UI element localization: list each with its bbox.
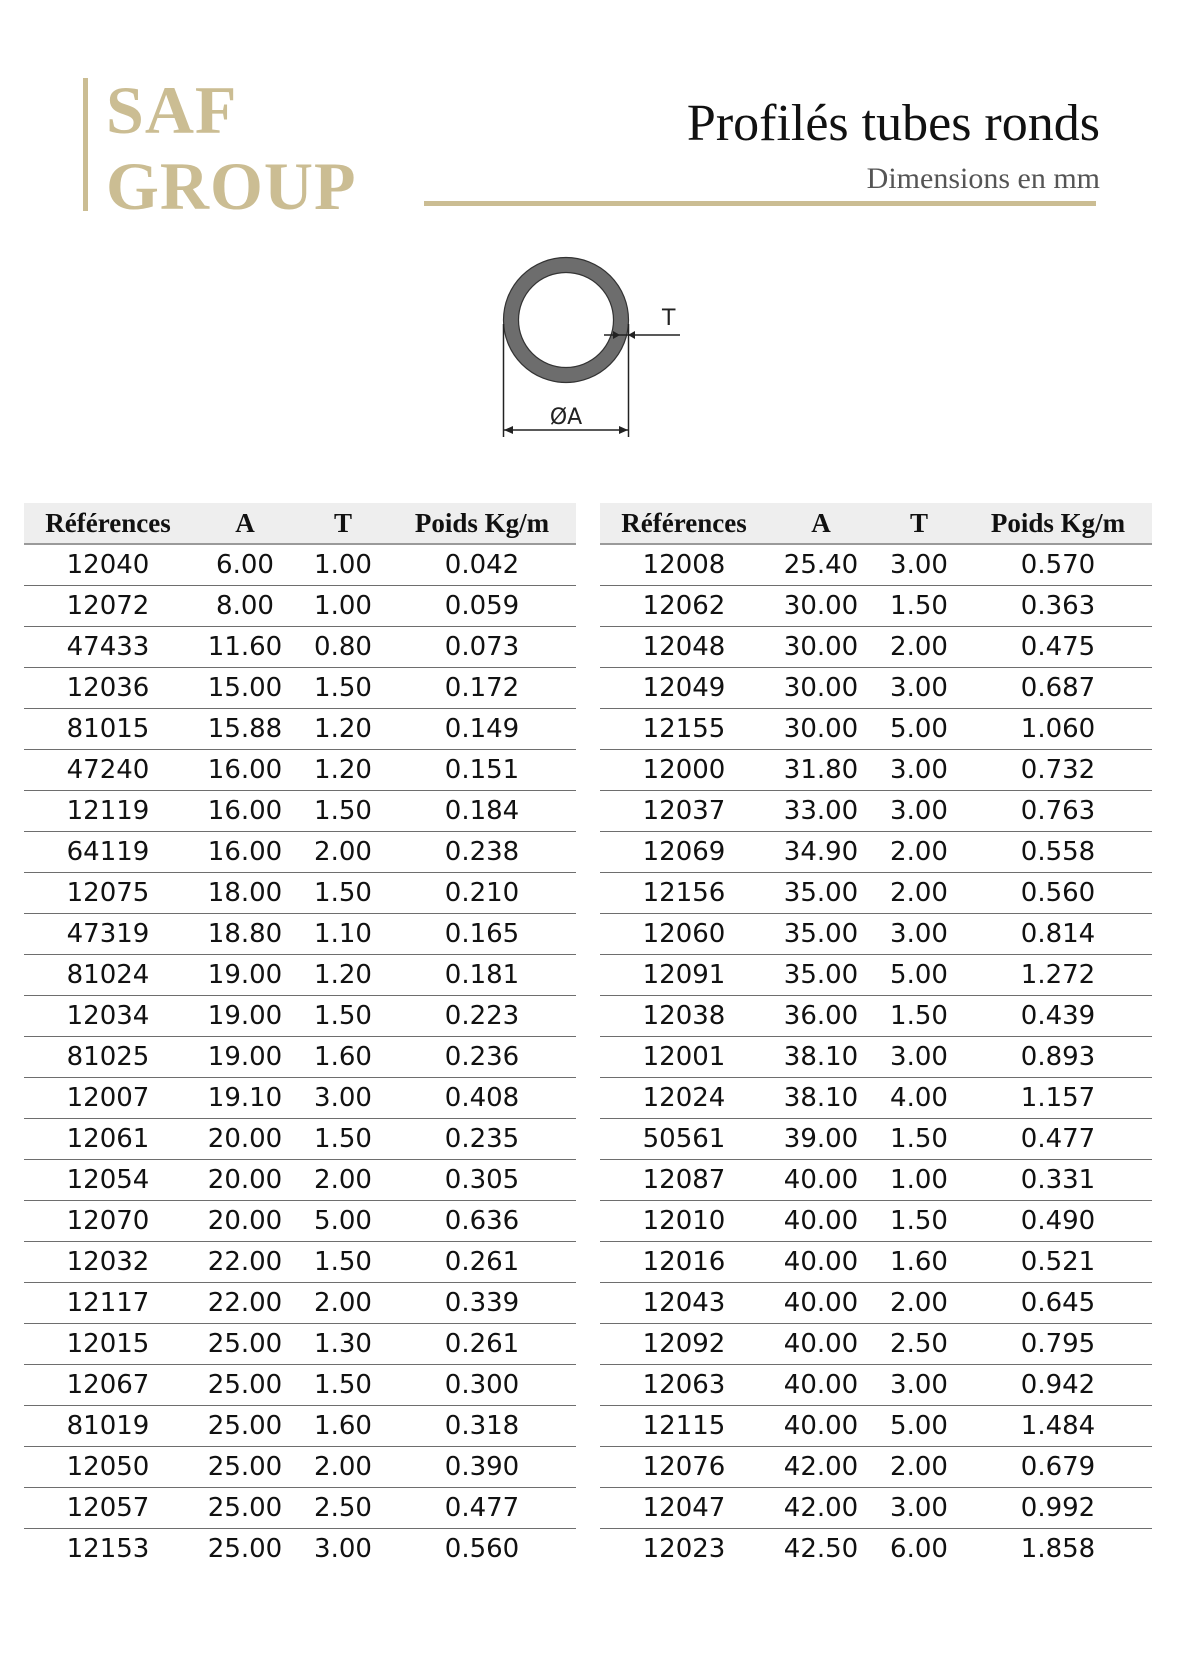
- cell-weight: 0.261: [388, 1242, 576, 1283]
- cell-t: 2.00: [874, 873, 964, 914]
- tube-inner-edge: [519, 273, 614, 368]
- table-row: [600, 750, 1152, 791]
- table-row: [600, 1160, 1152, 1201]
- cell-t: 0.80: [298, 627, 388, 668]
- table-row: [24, 1160, 576, 1201]
- table-row: [24, 1488, 576, 1529]
- cell-t: 1.60: [298, 1406, 388, 1447]
- cell-reference: 12036: [24, 668, 192, 709]
- cell-a: 11.60: [192, 627, 298, 668]
- table-row: [24, 996, 576, 1037]
- page-subtitle: Dimensions en mm: [866, 162, 1100, 195]
- cell-reference: 12032: [24, 1242, 192, 1283]
- cell-t: 3.00: [874, 1037, 964, 1078]
- cell-a: 34.90: [768, 832, 874, 873]
- cell-a: 40.00: [768, 1160, 874, 1201]
- table-row: [600, 1406, 1152, 1447]
- cell-weight: 0.210: [388, 873, 576, 914]
- table-row: [600, 586, 1152, 627]
- table-row: [600, 1201, 1152, 1242]
- cell-reference: 12063: [600, 1365, 768, 1406]
- cell-a: 38.10: [768, 1078, 874, 1119]
- cell-weight: 0.300: [388, 1365, 576, 1406]
- cell-reference: 12072: [24, 586, 192, 627]
- cell-reference: 12115: [600, 1406, 768, 1447]
- cell-weight: 0.570: [964, 544, 1152, 586]
- diameter-label: ØA: [549, 405, 583, 430]
- cell-a: 19.00: [192, 955, 298, 996]
- table-row: [600, 1283, 1152, 1324]
- cell-a: 20.00: [192, 1201, 298, 1242]
- cell-a: 31.80: [768, 750, 874, 791]
- cell-a: 35.00: [768, 914, 874, 955]
- cell-reference: 12062: [600, 586, 768, 627]
- cell-t: 2.50: [874, 1324, 964, 1365]
- cell-t: 2.00: [874, 627, 964, 668]
- cell-a: 15.88: [192, 709, 298, 750]
- table-row: [24, 955, 576, 996]
- profiles-table-right: [600, 503, 1152, 1569]
- cell-reference: 12076: [600, 1447, 768, 1488]
- cell-a: 39.00: [768, 1119, 874, 1160]
- cell-t: 2.00: [298, 1160, 388, 1201]
- table-row: [24, 1365, 576, 1406]
- cell-a: 18.80: [192, 914, 298, 955]
- cell-weight: 0.042: [388, 544, 576, 586]
- round-tube-diagram: [500, 254, 720, 454]
- cell-weight: 0.477: [964, 1119, 1152, 1160]
- cell-t: 1.50: [298, 668, 388, 709]
- table-row: [24, 1201, 576, 1242]
- cell-reference: 47319: [24, 914, 192, 955]
- cell-weight: 0.942: [964, 1365, 1152, 1406]
- column-header-a: A: [768, 503, 874, 544]
- table-row: [600, 791, 1152, 832]
- column-header-t: T: [874, 503, 964, 544]
- cell-reference: 12048: [600, 627, 768, 668]
- cell-t: 1.50: [874, 586, 964, 627]
- cell-a: 19.00: [192, 996, 298, 1037]
- cell-a: 30.00: [768, 586, 874, 627]
- thickness-label: T: [662, 306, 676, 331]
- cell-t: 1.60: [874, 1242, 964, 1283]
- cell-reference: 12087: [600, 1160, 768, 1201]
- cell-weight: 0.558: [964, 832, 1152, 873]
- cell-weight: 1.484: [964, 1406, 1152, 1447]
- table-row: [24, 1283, 576, 1324]
- cell-t: 3.00: [874, 1365, 964, 1406]
- cell-weight: 0.732: [964, 750, 1152, 791]
- table-row: [24, 1529, 576, 1570]
- table-row: [600, 709, 1152, 750]
- cell-a: 38.10: [768, 1037, 874, 1078]
- cell-reference: 12091: [600, 955, 768, 996]
- cell-a: 36.00: [768, 996, 874, 1037]
- cell-reference: 81025: [24, 1037, 192, 1078]
- cell-reference: 12117: [24, 1283, 192, 1324]
- cell-t: 2.00: [298, 832, 388, 873]
- cell-reference: 47240: [24, 750, 192, 791]
- cell-t: 1.50: [298, 1242, 388, 1283]
- cell-reference: 12016: [600, 1242, 768, 1283]
- table-row: [600, 996, 1152, 1037]
- table-row: [24, 1324, 576, 1365]
- cell-weight: 0.636: [388, 1201, 576, 1242]
- column-header-reference: Références: [600, 503, 768, 544]
- table-row: [600, 627, 1152, 668]
- cell-a: 35.00: [768, 873, 874, 914]
- cell-t: 1.50: [298, 791, 388, 832]
- cell-weight: 0.893: [964, 1037, 1152, 1078]
- cell-weight: 0.073: [388, 627, 576, 668]
- cell-reference: 12155: [600, 709, 768, 750]
- table-row: [24, 791, 576, 832]
- table-row: [600, 832, 1152, 873]
- cell-a: 18.00: [192, 873, 298, 914]
- table-row: [24, 668, 576, 709]
- cell-t: 5.00: [874, 709, 964, 750]
- cell-a: 40.00: [768, 1324, 874, 1365]
- cell-t: 3.00: [298, 1078, 388, 1119]
- column-header-t: T: [298, 503, 388, 544]
- table-row: [600, 1365, 1152, 1406]
- cell-reference: 12010: [600, 1201, 768, 1242]
- table-row: [600, 1529, 1152, 1570]
- column-header-reference: Références: [24, 503, 192, 544]
- cell-t: 4.00: [874, 1078, 964, 1119]
- cell-weight: 0.235: [388, 1119, 576, 1160]
- cell-a: 19.00: [192, 1037, 298, 1078]
- table-row: [24, 709, 576, 750]
- cell-a: 40.00: [768, 1406, 874, 1447]
- table-row: [24, 586, 576, 627]
- table-header-row: [24, 503, 576, 544]
- cell-reference: 12040: [24, 544, 192, 586]
- cell-weight: 0.149: [388, 709, 576, 750]
- cell-a: 20.00: [192, 1160, 298, 1201]
- cell-t: 2.00: [874, 1283, 964, 1324]
- table-row: [600, 544, 1152, 586]
- table-row: [600, 1324, 1152, 1365]
- cell-a: 16.00: [192, 750, 298, 791]
- cell-reference: 50561: [600, 1119, 768, 1160]
- cell-a: 42.00: [768, 1488, 874, 1529]
- cell-t: 5.00: [874, 1406, 964, 1447]
- cell-reference: 12153: [66, 1534, 150, 1564]
- cell-t: 1.50: [298, 1365, 388, 1406]
- table-row: [600, 1242, 1152, 1283]
- column-header-a: A: [192, 503, 298, 544]
- table-row: [600, 914, 1152, 955]
- cell-weight: 0.181: [388, 955, 576, 996]
- cell-t: 3.00: [874, 750, 964, 791]
- cell-weight: 0.475: [964, 627, 1152, 668]
- cell-reference: 12034: [24, 996, 192, 1037]
- cell-a: 35.00: [768, 955, 874, 996]
- cell-t: 2.00: [874, 1447, 964, 1488]
- cell-reference: 81019: [24, 1406, 192, 1447]
- table-row: [24, 544, 576, 586]
- cell-t: 1.50: [298, 1119, 388, 1160]
- cell-t: 3.00: [874, 791, 964, 832]
- cell-reference: 12119: [24, 791, 192, 832]
- cell-weight: 0.261: [388, 1324, 576, 1365]
- cell-reference: 12092: [600, 1324, 768, 1365]
- cell-reference: 12023: [642, 1534, 726, 1564]
- column-header-weight: Poids Kg/m: [964, 503, 1152, 544]
- cell-weight: 0.814: [964, 914, 1152, 955]
- cell-weight: 0.339: [388, 1283, 576, 1324]
- cell-a: 8.00: [192, 586, 298, 627]
- cell-t: 5.00: [298, 1201, 388, 1242]
- cell-a: 40.00: [768, 1201, 874, 1242]
- table-row: [600, 1447, 1152, 1488]
- title-rule: [424, 201, 1096, 206]
- cell-weight: 0.992: [964, 1488, 1152, 1529]
- table-row: [600, 1037, 1152, 1078]
- cell-weight: 0.679: [964, 1447, 1152, 1488]
- cell-t: 2.00: [874, 832, 964, 873]
- cell-reference: 12008: [600, 544, 768, 586]
- table-row: [24, 1037, 576, 1078]
- logo-bar: [83, 78, 88, 211]
- cell-t: 1.50: [874, 996, 964, 1037]
- cell-t: 2.00: [298, 1283, 388, 1324]
- cell-reference: 64119: [24, 832, 192, 873]
- table-row: [24, 1406, 576, 1447]
- column-header-weight: Poids Kg/m: [388, 503, 576, 544]
- logo-line-1: SAF: [106, 72, 238, 148]
- table-row: [24, 832, 576, 873]
- cell-a: 6.00: [192, 544, 298, 586]
- table-body-left: [24, 544, 576, 1569]
- cell-t: 1.00: [298, 544, 388, 586]
- cell-reference: 12024: [600, 1078, 768, 1119]
- cell-t: 5.00: [874, 955, 964, 996]
- cell-t: 1.00: [874, 1160, 964, 1201]
- cell-weight: 1.272: [964, 955, 1152, 996]
- cell-weight: 0.687: [964, 668, 1152, 709]
- cell-t: 3.00: [874, 668, 964, 709]
- table-row: [24, 1119, 576, 1160]
- cell-a: 15.00: [192, 668, 298, 709]
- cell-weight: 0.331: [964, 1160, 1152, 1201]
- cell-weight: 0.318: [388, 1406, 576, 1447]
- cell-t: 3.00: [874, 544, 964, 586]
- cell-weight: 0.645: [964, 1283, 1152, 1324]
- logo-line-2: GROUP: [106, 148, 357, 224]
- cell-a: 42.00: [768, 1447, 874, 1488]
- cell-t: 3.00: [314, 1534, 372, 1564]
- cell-a: 25.00: [192, 1447, 298, 1488]
- cell-reference: 12047: [600, 1488, 768, 1529]
- cell-weight: 0.236: [388, 1037, 576, 1078]
- tube-section: [511, 265, 621, 375]
- cell-reference: 12000: [600, 750, 768, 791]
- cell-weight: 0.560: [964, 873, 1152, 914]
- cell-a: 20.00: [192, 1119, 298, 1160]
- cell-weight: 1.858: [1020, 1534, 1096, 1564]
- cell-a: 25.00: [207, 1534, 283, 1564]
- table-row: [24, 914, 576, 955]
- cell-t: 1.10: [298, 914, 388, 955]
- cell-reference: 12069: [600, 832, 768, 873]
- cell-reference: 81015: [24, 709, 192, 750]
- cell-t: 6.00: [890, 1534, 948, 1564]
- cell-a: 25.00: [192, 1324, 298, 1365]
- cell-a: 30.00: [768, 709, 874, 750]
- cell-a: 42.50: [783, 1534, 859, 1564]
- cell-a: 25.40: [768, 544, 874, 586]
- cell-reference: 12070: [24, 1201, 192, 1242]
- cell-a: 40.00: [768, 1365, 874, 1406]
- cell-weight: 1.060: [964, 709, 1152, 750]
- cell-weight: 0.795: [964, 1324, 1152, 1365]
- cell-a: 22.00: [192, 1283, 298, 1324]
- cell-a: 16.00: [192, 832, 298, 873]
- table-row: [24, 1242, 576, 1283]
- table-row: [24, 1447, 576, 1488]
- cell-a: 40.00: [768, 1242, 874, 1283]
- cell-weight: 0.521: [964, 1242, 1152, 1283]
- cell-weight: 0.151: [388, 750, 576, 791]
- cell-reference: 12061: [24, 1119, 192, 1160]
- cell-t: 2.00: [298, 1447, 388, 1488]
- cell-t: 3.00: [874, 1488, 964, 1529]
- cell-t: 1.50: [874, 1201, 964, 1242]
- cell-reference: 12037: [600, 791, 768, 832]
- cell-weight: 0.490: [964, 1201, 1152, 1242]
- table-row: [24, 873, 576, 914]
- cell-reference: 12060: [600, 914, 768, 955]
- cell-weight: 0.184: [388, 791, 576, 832]
- cell-t: 1.60: [298, 1037, 388, 1078]
- cell-reference: 12050: [24, 1447, 192, 1488]
- diameter-arrow: [504, 426, 513, 434]
- cell-a: 30.00: [768, 668, 874, 709]
- cell-weight: 0.165: [388, 914, 576, 955]
- cell-weight: 0.560: [444, 1534, 520, 1564]
- cell-a: 22.00: [192, 1242, 298, 1283]
- cell-a: 25.00: [192, 1365, 298, 1406]
- cell-t: 2.50: [298, 1488, 388, 1529]
- table-body-right: [600, 544, 1152, 1569]
- cell-t: 1.20: [298, 709, 388, 750]
- table-row: [24, 750, 576, 791]
- table-header-row: [600, 503, 1152, 544]
- cell-reference: 12156: [600, 873, 768, 914]
- cell-weight: 0.477: [388, 1488, 576, 1529]
- table-row: [600, 1119, 1152, 1160]
- cell-reference: 12075: [24, 873, 192, 914]
- cell-a: 16.00: [192, 791, 298, 832]
- cell-a: 40.00: [768, 1283, 874, 1324]
- diameter-arrow: [619, 426, 628, 434]
- cell-weight: 0.363: [964, 586, 1152, 627]
- cell-a: 30.00: [768, 627, 874, 668]
- cell-t: 1.50: [298, 996, 388, 1037]
- cell-weight: 0.439: [964, 996, 1152, 1037]
- cell-t: 1.20: [298, 955, 388, 996]
- table-row: [600, 1488, 1152, 1529]
- cell-weight: 0.390: [388, 1447, 576, 1488]
- table-row: [600, 1078, 1152, 1119]
- cell-reference: 12043: [600, 1283, 768, 1324]
- cell-reference: 12054: [24, 1160, 192, 1201]
- cell-reference: 12007: [24, 1078, 192, 1119]
- cell-t: 1.50: [874, 1119, 964, 1160]
- cell-weight: 0.059: [388, 586, 576, 627]
- cell-a: 25.00: [192, 1406, 298, 1447]
- cell-reference: 47433: [24, 627, 192, 668]
- cell-reference: 12067: [24, 1365, 192, 1406]
- cell-a: 33.00: [768, 791, 874, 832]
- cell-weight: 0.763: [964, 791, 1152, 832]
- table-row: [600, 955, 1152, 996]
- cell-t: 1.20: [298, 750, 388, 791]
- cell-weight: 0.408: [388, 1078, 576, 1119]
- cell-reference: 12001: [600, 1037, 768, 1078]
- cell-t: 1.30: [298, 1324, 388, 1365]
- table-row: [24, 1078, 576, 1119]
- cell-weight: 1.157: [964, 1078, 1152, 1119]
- page-title: Profilés tubes ronds: [686, 95, 1100, 152]
- cell-weight: 0.223: [388, 996, 576, 1037]
- cell-t: 1.50: [298, 873, 388, 914]
- table-row: [24, 627, 576, 668]
- cell-reference: 81024: [24, 955, 192, 996]
- table-row: [600, 668, 1152, 709]
- cell-a: 19.10: [192, 1078, 298, 1119]
- table-row: [600, 873, 1152, 914]
- cell-t: 1.00: [298, 586, 388, 627]
- cell-reference: 12015: [24, 1324, 192, 1365]
- cell-reference: 12057: [24, 1488, 192, 1529]
- cell-reference: 12049: [600, 668, 768, 709]
- cell-a: 25.00: [192, 1488, 298, 1529]
- cell-reference: 12038: [600, 996, 768, 1037]
- profiles-table-left: [24, 503, 576, 1569]
- cell-weight: 0.172: [388, 668, 576, 709]
- cell-weight: 0.305: [388, 1160, 576, 1201]
- cell-t: 3.00: [874, 914, 964, 955]
- cell-weight: 0.238: [388, 832, 576, 873]
